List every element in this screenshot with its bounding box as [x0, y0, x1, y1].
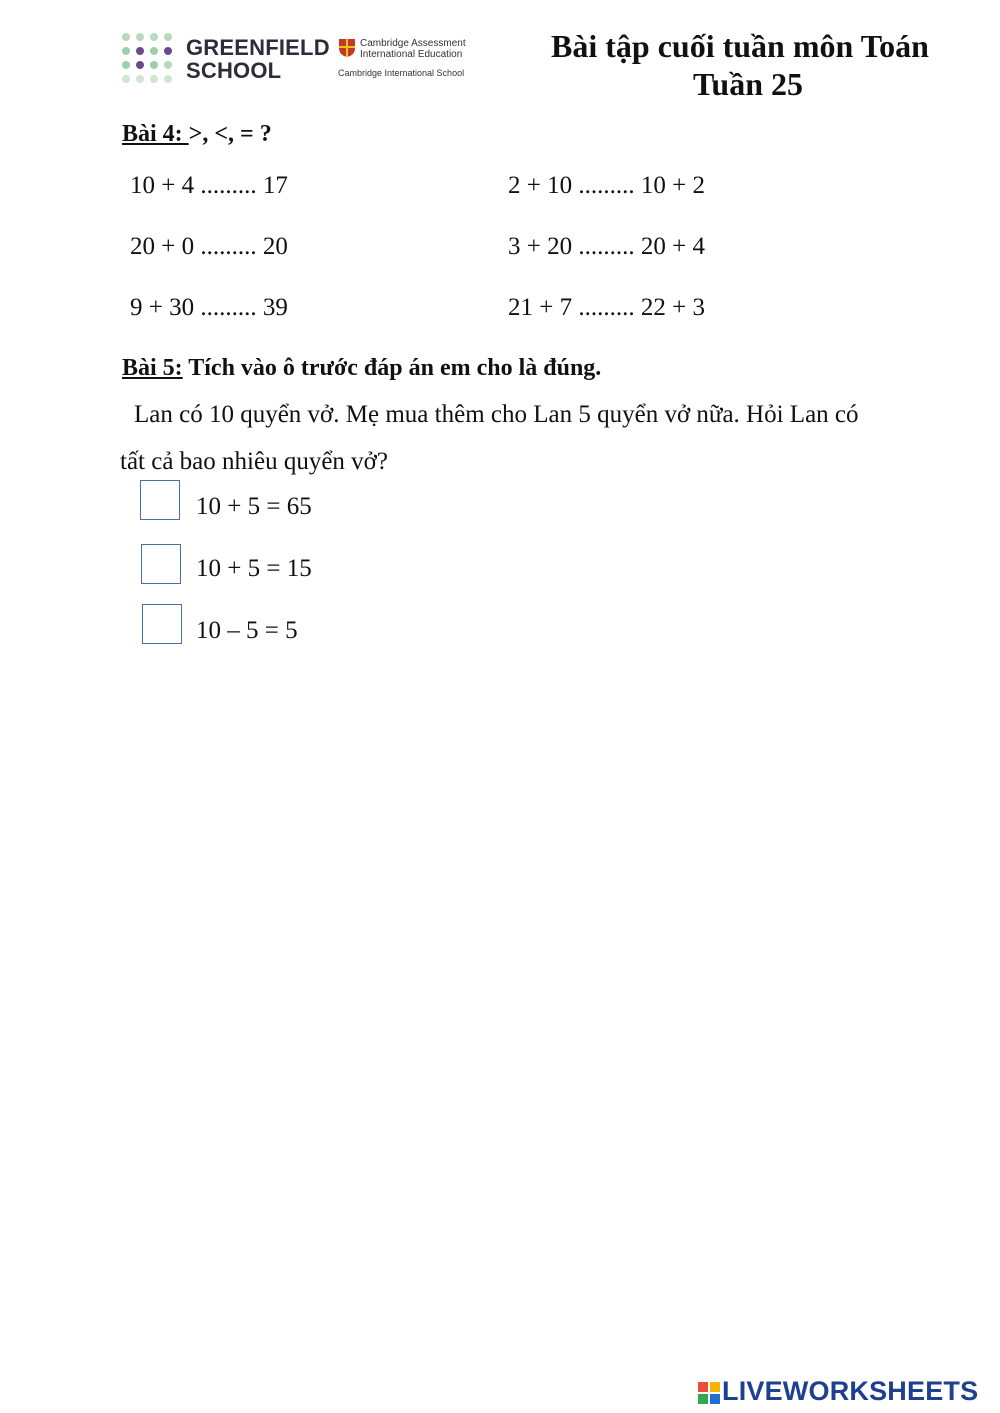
bai4-expr-3-right[interactable]: 21 + 7 ......... 22 + 3 — [508, 294, 705, 321]
bai4-expr-1-right[interactable]: 2 + 10 ......... 10 + 2 — [508, 172, 705, 199]
option-2-checkbox[interactable] — [141, 544, 181, 584]
liveworksheets-brand[interactable]: LIVEWORKSHEETS — [722, 1376, 979, 1406]
bai4-prompt: >, <, = ? — [188, 121, 272, 147]
school-logo-dots — [122, 33, 174, 85]
option-3-label: 10 – 5 = 5 — [196, 617, 298, 644]
school-name — [186, 36, 330, 82]
page-title: Bài tập cuối tuần môn Toán — [551, 28, 929, 64]
cambridge-line2: International Education — [360, 49, 463, 60]
school-name-line2: SCHOOL — [186, 58, 282, 83]
cambridge-sub: Cambridge International School — [338, 68, 465, 78]
bai5-label: Bài 5: — [122, 355, 183, 381]
bai5-heading — [122, 355, 601, 382]
bai4-heading — [122, 121, 272, 148]
cambridge-shield-icon — [338, 38, 356, 58]
bai5-question-line2: tất cả bao nhiêu quyển vở? — [120, 448, 388, 475]
option-1-label: 10 + 5 = 65 — [196, 493, 312, 520]
liveworksheets-logo-icon — [697, 1378, 721, 1408]
school-name-line1: GREENFIELD — [186, 35, 330, 60]
option-3-checkbox[interactable] — [142, 604, 182, 644]
option-2-label: 10 + 5 = 15 — [196, 555, 312, 582]
cambridge-line1: Cambridge Assessment — [360, 38, 466, 49]
option-1-checkbox[interactable] — [140, 480, 180, 520]
cambridge-text — [360, 38, 466, 60]
page-subtitle: Tuần 25 — [693, 66, 803, 102]
bai4-expr-3-left[interactable]: 9 + 30 ......... 39 — [130, 294, 288, 321]
bai4-label: Bài 4: — [122, 121, 189, 147]
bai4-expr-2-left[interactable]: 20 + 0 ......... 20 — [130, 233, 288, 260]
bai4-expr-2-right[interactable]: 3 + 20 ......... 20 + 4 — [508, 233, 705, 260]
bai5-prompt: Tích vào ô trước đáp án em cho là đúng. — [182, 355, 602, 381]
bai4-expr-1-left[interactable]: 10 + 4 ......... 17 — [130, 172, 288, 199]
bai5-question-line1: Lan có 10 quyển vở. Mẹ mua thêm cho Lan 5 quyển vở nữa. Hỏi Lan có — [134, 401, 859, 428]
